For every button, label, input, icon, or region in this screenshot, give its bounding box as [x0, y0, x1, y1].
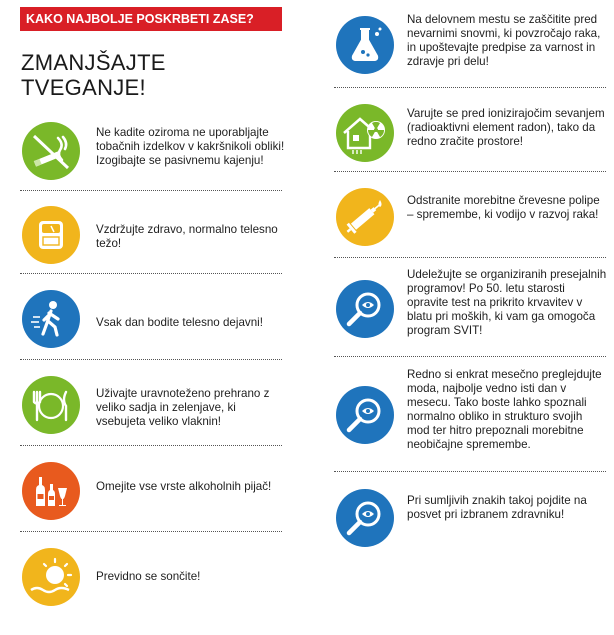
divider: [334, 471, 606, 472]
item-text: Udeležujte se organiziranih presejalnih programov! Po 50. letu starosti opravite test na prikrito krvavitev v blatu pri moških, ki vam ga omogoča program SVIT!: [407, 268, 607, 337]
item-text: Pri sumljivih znakih takoj pojdite na posvet pri izbranem zdravniku!: [407, 494, 587, 521]
item-text: Na delovnem mestu se zaščitite pred nevarnimi snovmi, ki povzročajo raka, in upoštevajte predpise za varnost in zdravje pri delu!: [407, 13, 601, 68]
item-text: Vsak dan bodite telesno dejavni!: [96, 316, 263, 329]
cutlery-icon: [22, 376, 80, 434]
page-title: [21, 50, 166, 100]
item-text: Redno si enkrat mesečno preglejdujte moda, najbolje vedno isti dan v mesecu. Tako boste lahko spoznali normalno obliko in strukturo svojih mod ter hitro prepoznali morebitne neobičajne spremembe.: [407, 368, 602, 451]
scale-icon: [22, 206, 80, 264]
header-banner: KAKO NAJBOLJE POSKRBETI ZASE?: [20, 7, 282, 31]
magnifier-icon: [336, 489, 394, 547]
no-smoking-icon: [22, 122, 80, 180]
divider: [334, 356, 606, 357]
item-text: Omejite vse vrste alkoholnih pijač!: [96, 480, 272, 493]
item-text: Uživajte uravnoteženo prehrano z veliko sadja in zelenjave, ki vsebujeta veliko vlaknin!: [96, 387, 270, 428]
divider: [20, 531, 282, 532]
radiation-house-icon: [336, 104, 394, 162]
divider: [20, 359, 282, 360]
divider: [334, 257, 606, 258]
divider: [20, 445, 282, 446]
divider: [334, 87, 606, 88]
divider: [20, 273, 282, 274]
syringe-icon: [336, 188, 394, 246]
walking-person-icon: [22, 290, 80, 348]
item-text: Previdno se sončite!: [96, 570, 201, 583]
item-text: Ne kadite oziroma ne uporabljajte tobačnih izdelkov v kakršnikoli obliki! Izogibajte se pasivnemu kajenju!: [96, 126, 285, 167]
item-text: Varujte se pred ionizirajočim sevanjem (radioaktivni element radon), tako da redno zračite prostore!: [407, 107, 605, 148]
divider: [334, 171, 606, 172]
page-title-line2: TVEGANJE!: [21, 75, 146, 100]
item-text: Odstranite morebitne črevesne polipe – spremembe, ki vodijo v razvoj raka!: [407, 194, 600, 221]
magnifier-icon: [336, 280, 394, 338]
sun-icon: [22, 548, 80, 606]
alcohol-bottles-icon: [22, 462, 80, 520]
divider: [20, 190, 282, 191]
item-text: Vzdržujte zdravo, normalno telesno težo!: [96, 223, 278, 250]
lab-flask-icon: [336, 16, 394, 74]
magnifier-icon: [336, 386, 394, 444]
page-title-line1: ZMANJŠAJTE: [21, 50, 166, 75]
